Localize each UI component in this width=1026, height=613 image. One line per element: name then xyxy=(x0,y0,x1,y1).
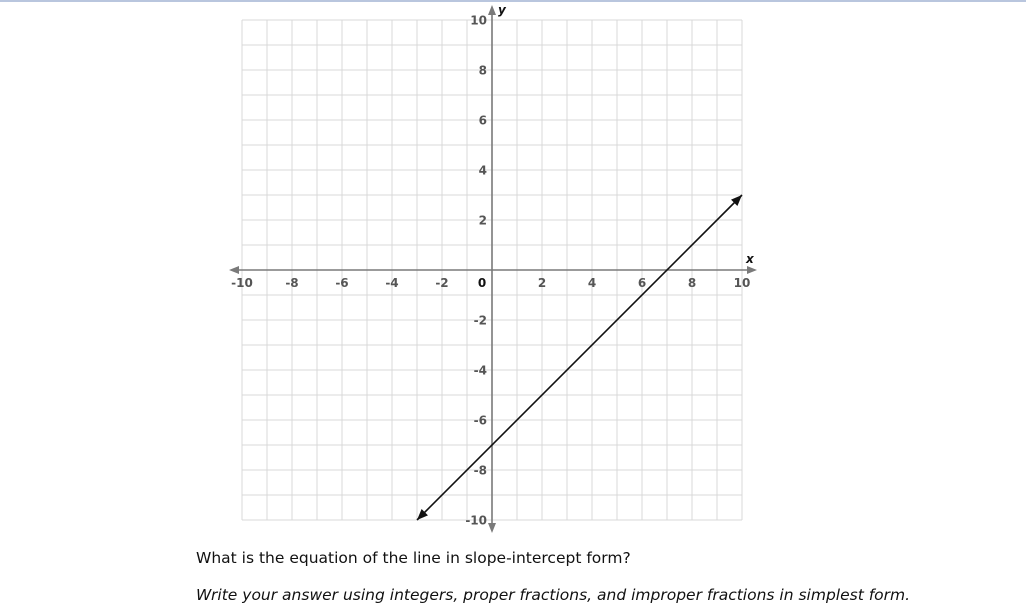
x-axis-right-arrow-icon xyxy=(747,266,757,274)
x-tick-label: 8 xyxy=(687,276,697,290)
instructions-text: Write your answer using integers, proper fractions, and improper fractions in simplest form. xyxy=(196,586,911,604)
y-tick-label: 8 xyxy=(478,63,487,78)
x-tick-label: 2 xyxy=(537,276,547,290)
graphed-line xyxy=(417,195,742,520)
question-text: What is the equation of the line in slope-intercept form? xyxy=(196,549,631,567)
y-tick-label: 4 xyxy=(478,163,487,178)
x-axis-left-arrow-icon xyxy=(229,266,239,274)
y-axis-label: y xyxy=(498,3,506,17)
x-tick-label: -6 xyxy=(335,276,349,290)
y-axis-up-arrow-icon xyxy=(488,5,496,15)
x-tick-label: -8 xyxy=(285,276,299,290)
y-tick-label: 2 xyxy=(478,213,487,228)
y-tick-label: 6 xyxy=(478,113,487,128)
y-tick-label: -10 xyxy=(465,513,487,528)
x-tick-label: -10 xyxy=(231,276,253,290)
y-tick-label: -4 xyxy=(473,363,487,378)
y-tick-label: -6 xyxy=(473,413,487,428)
y-tick-label: -2 xyxy=(473,313,487,328)
y-tick-label: -8 xyxy=(473,463,487,478)
y-axis-down-arrow-icon xyxy=(488,523,496,533)
x-tick-label: 4 xyxy=(587,276,597,290)
x-tick-label: -2 xyxy=(435,276,449,290)
x-tick-label: 0 xyxy=(477,276,487,290)
x-tick-label: -4 xyxy=(385,276,399,290)
x-tick-label: 10 xyxy=(733,276,751,290)
x-tick-label: 6 xyxy=(637,276,647,290)
y-tick-label: 10 xyxy=(470,13,487,28)
x-axis-label: x xyxy=(746,252,754,266)
